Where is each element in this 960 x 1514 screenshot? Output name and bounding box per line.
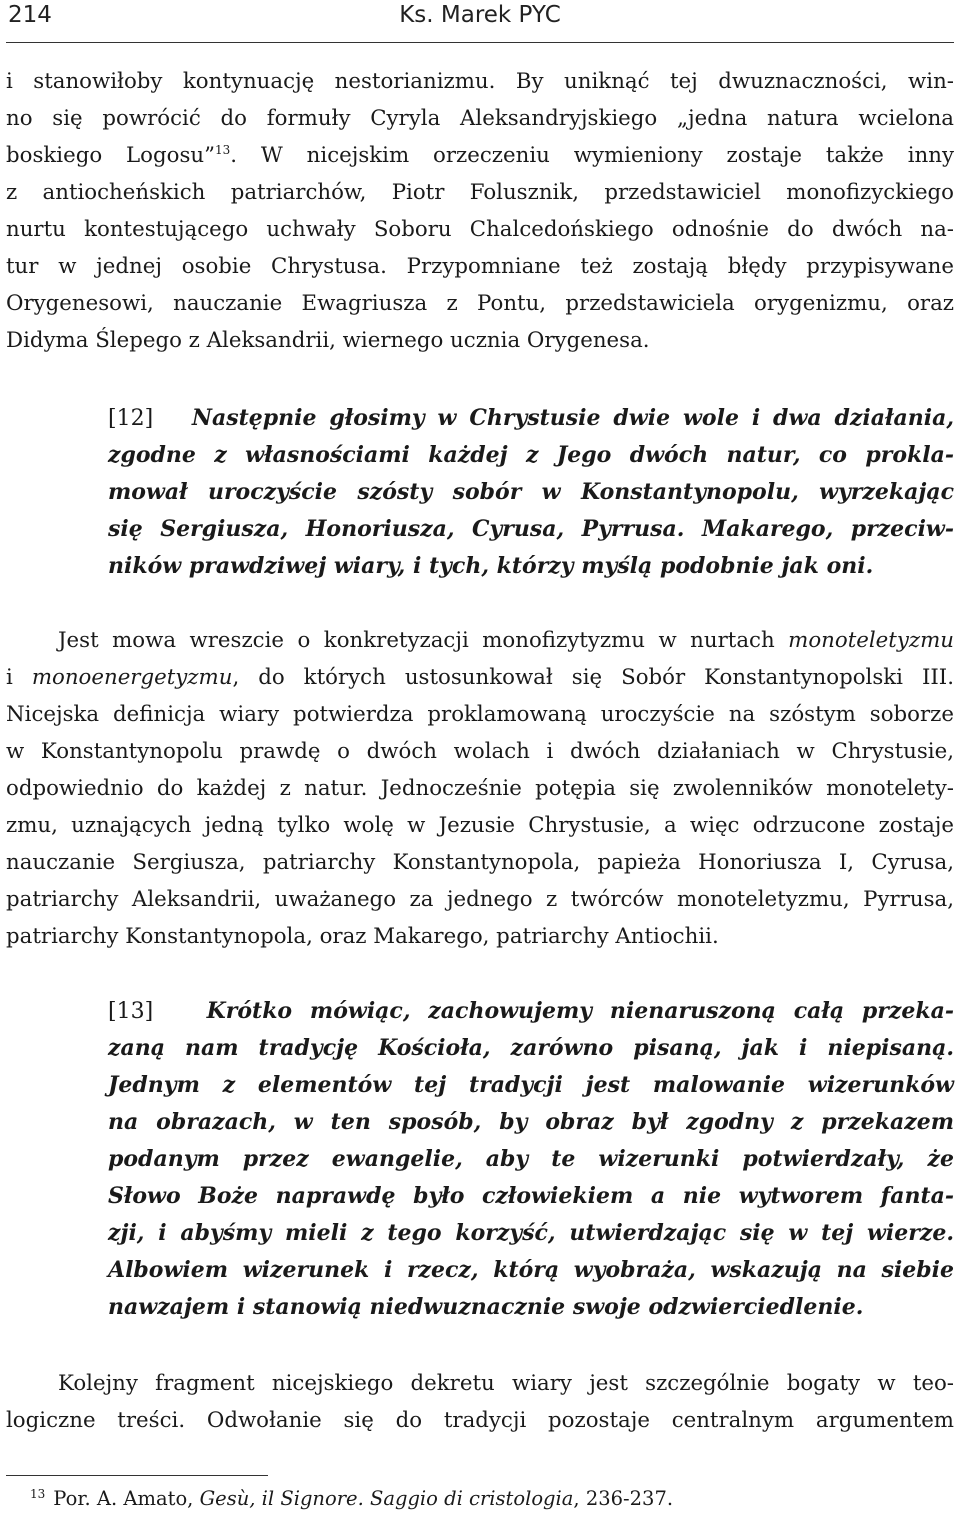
text-line: Orygenesowi, nauczanie Ewagriusza z Pontu, przedstawiciela orygenizmu, oraz bbox=[6, 291, 954, 316]
text-line: odpowiednio do każdej z natur. Jednocześnie potępia się zwolenników monotelety- bbox=[6, 776, 954, 801]
page-number: 214 bbox=[8, 2, 52, 28]
paragraph-2 bbox=[6, 622, 954, 955]
text-line: patriarchy Aleksandrii, uważanego za jednego z twórców monoteletyzmu, Pyrrusa, bbox=[6, 887, 954, 912]
text-line: w Konstantynopolu prawdę o dwóch wolach i dwóch działaniach w Chrystusie, bbox=[6, 739, 954, 764]
quote-line: Słowo Boże naprawdę było człowiekiem a nie wytworem fanta- bbox=[108, 1183, 954, 1209]
footnote-ref[interactable]: 13 bbox=[214, 143, 231, 157]
paragraph-1 bbox=[6, 63, 954, 359]
quote-line: nawzajem i stanowią niedwuznacznie swoje odzwierciedlenie. bbox=[108, 1294, 864, 1320]
text-line: no się powrócić do formuły Cyryla Aleksandryjskiego „jedna natura wcielona bbox=[6, 106, 954, 131]
text-line: patriarchy Konstantynopola, oraz Makarego, patriarchy Antiochii. bbox=[6, 924, 719, 949]
quote-line: zji, i abyśmy mieli z tego korzyść, utwierdzając się w tej wierze. bbox=[108, 1220, 954, 1246]
text-line: zmu, uznających jedną tylko wolę w Jezusie Chrystusie, a więc odrzucone zostaje bbox=[6, 813, 954, 838]
text-line: boskiego Logosu”$^{13}$. W nicejskim orzeczeniu wymieniony zostaje także inny bbox=[6, 143, 954, 168]
footnote-title: Gesù, il Signore. Saggio di cristologia bbox=[199, 1487, 574, 1510]
quote-13 bbox=[108, 993, 954, 1326]
quote-line: na obrazach, w ten sposób, by obraz był zgodny z przekazem bbox=[108, 1109, 954, 1135]
footnote: $^{13}$ Por. A. Amato, Gesù, il Signore. Saggio di cristologia, 236-237. bbox=[30, 1487, 674, 1510]
quote-line: się Sergiusza, Honoriusza, Cyrusa, Pyrrusa. Makarego, przeciw- bbox=[108, 516, 954, 542]
quote-line: Jednym z elementów tej tradycji jest malowanie wizerunków bbox=[108, 1072, 954, 1098]
paragraph-3 bbox=[6, 1365, 954, 1439]
quote-line: Albowiem wizerunek i rzecz, którą wyobraża, wskazują na siebie bbox=[108, 1257, 954, 1283]
quote-line: zaną nam tradycję Kościoła, zarówno pisaną, jak i niepisaną. bbox=[108, 1035, 954, 1061]
quote-line: [13] Krótko mówiąc, zachowujemy nienaruszoną całą przeka- bbox=[108, 998, 954, 1024]
footnote-rule bbox=[6, 1475, 268, 1476]
text-line: Didyma Ślepego z Aleksandrii, wiernego ucznia Orygenesa. bbox=[6, 328, 650, 353]
text-line: logiczne treści. Odwołanie się do tradycji pozostaje centralnym argumentem bbox=[6, 1408, 954, 1433]
quote-12 bbox=[108, 400, 954, 585]
quote-line: podanym przez ewangelie, aby te wizerunki potwierdzały, że bbox=[108, 1146, 954, 1172]
text-line: Jest mowa wreszcie o konkretyzacji monofizytyzmu w nurtach monoteletyzmu bbox=[58, 628, 954, 653]
text-line: tur w jednej osobie Chrystusa. Przypomniane też zostają błędy przypisywane bbox=[6, 254, 954, 279]
text-line: i stanowiłoby kontynuację nestorianizmu. By uniknąć tej dwuznaczności, win- bbox=[6, 69, 954, 94]
quote-line: ników prawdziwej wiary, i tych, którzy myślą podobnie jak oni. bbox=[108, 553, 874, 579]
text-line: z antiocheńskich patriarchów, Piotr Folusznik, przedstawiciel monofizyckiego bbox=[6, 180, 954, 205]
text-line: nurtu kontestującego uchwały Soboru Chalcedońskiego odnośnie do dwóch na- bbox=[6, 217, 954, 242]
quote-number: [12] bbox=[108, 406, 154, 431]
quote-number: [13] bbox=[108, 999, 154, 1024]
running-head: Ks. Marek PYC bbox=[399, 2, 561, 28]
text-line: Nicejska definicja wiary potwierdza proklamowaną uroczyście na szóstym soborze bbox=[6, 702, 954, 727]
quote-line: zgodne z własnościami każdej z Jego dwóch natur, co prokla- bbox=[108, 442, 954, 468]
text-line: i monoenergetyzmu, do których ustosunkował się Sobór Konstantynopolski III. bbox=[6, 665, 954, 690]
footnote-marker: 13 bbox=[30, 1487, 46, 1501]
page-header bbox=[0, 0, 960, 42]
text-line: nauczanie Sergiusza, patriarchy Konstantynopola, papieża Honoriusza I, Cyrusa, bbox=[6, 850, 954, 875]
text-line: Kolejny fragment nicejskiego dekretu wiary jest szczególnie bogaty w teo- bbox=[58, 1371, 954, 1396]
header-rule bbox=[6, 42, 954, 43]
quote-line: [12] Następnie głosimy w Chrystusie dwie wole i dwa działania, bbox=[108, 405, 954, 431]
quote-line: mował uroczyście szósty sobór w Konstantynopolu, wyrzekając bbox=[108, 479, 954, 505]
